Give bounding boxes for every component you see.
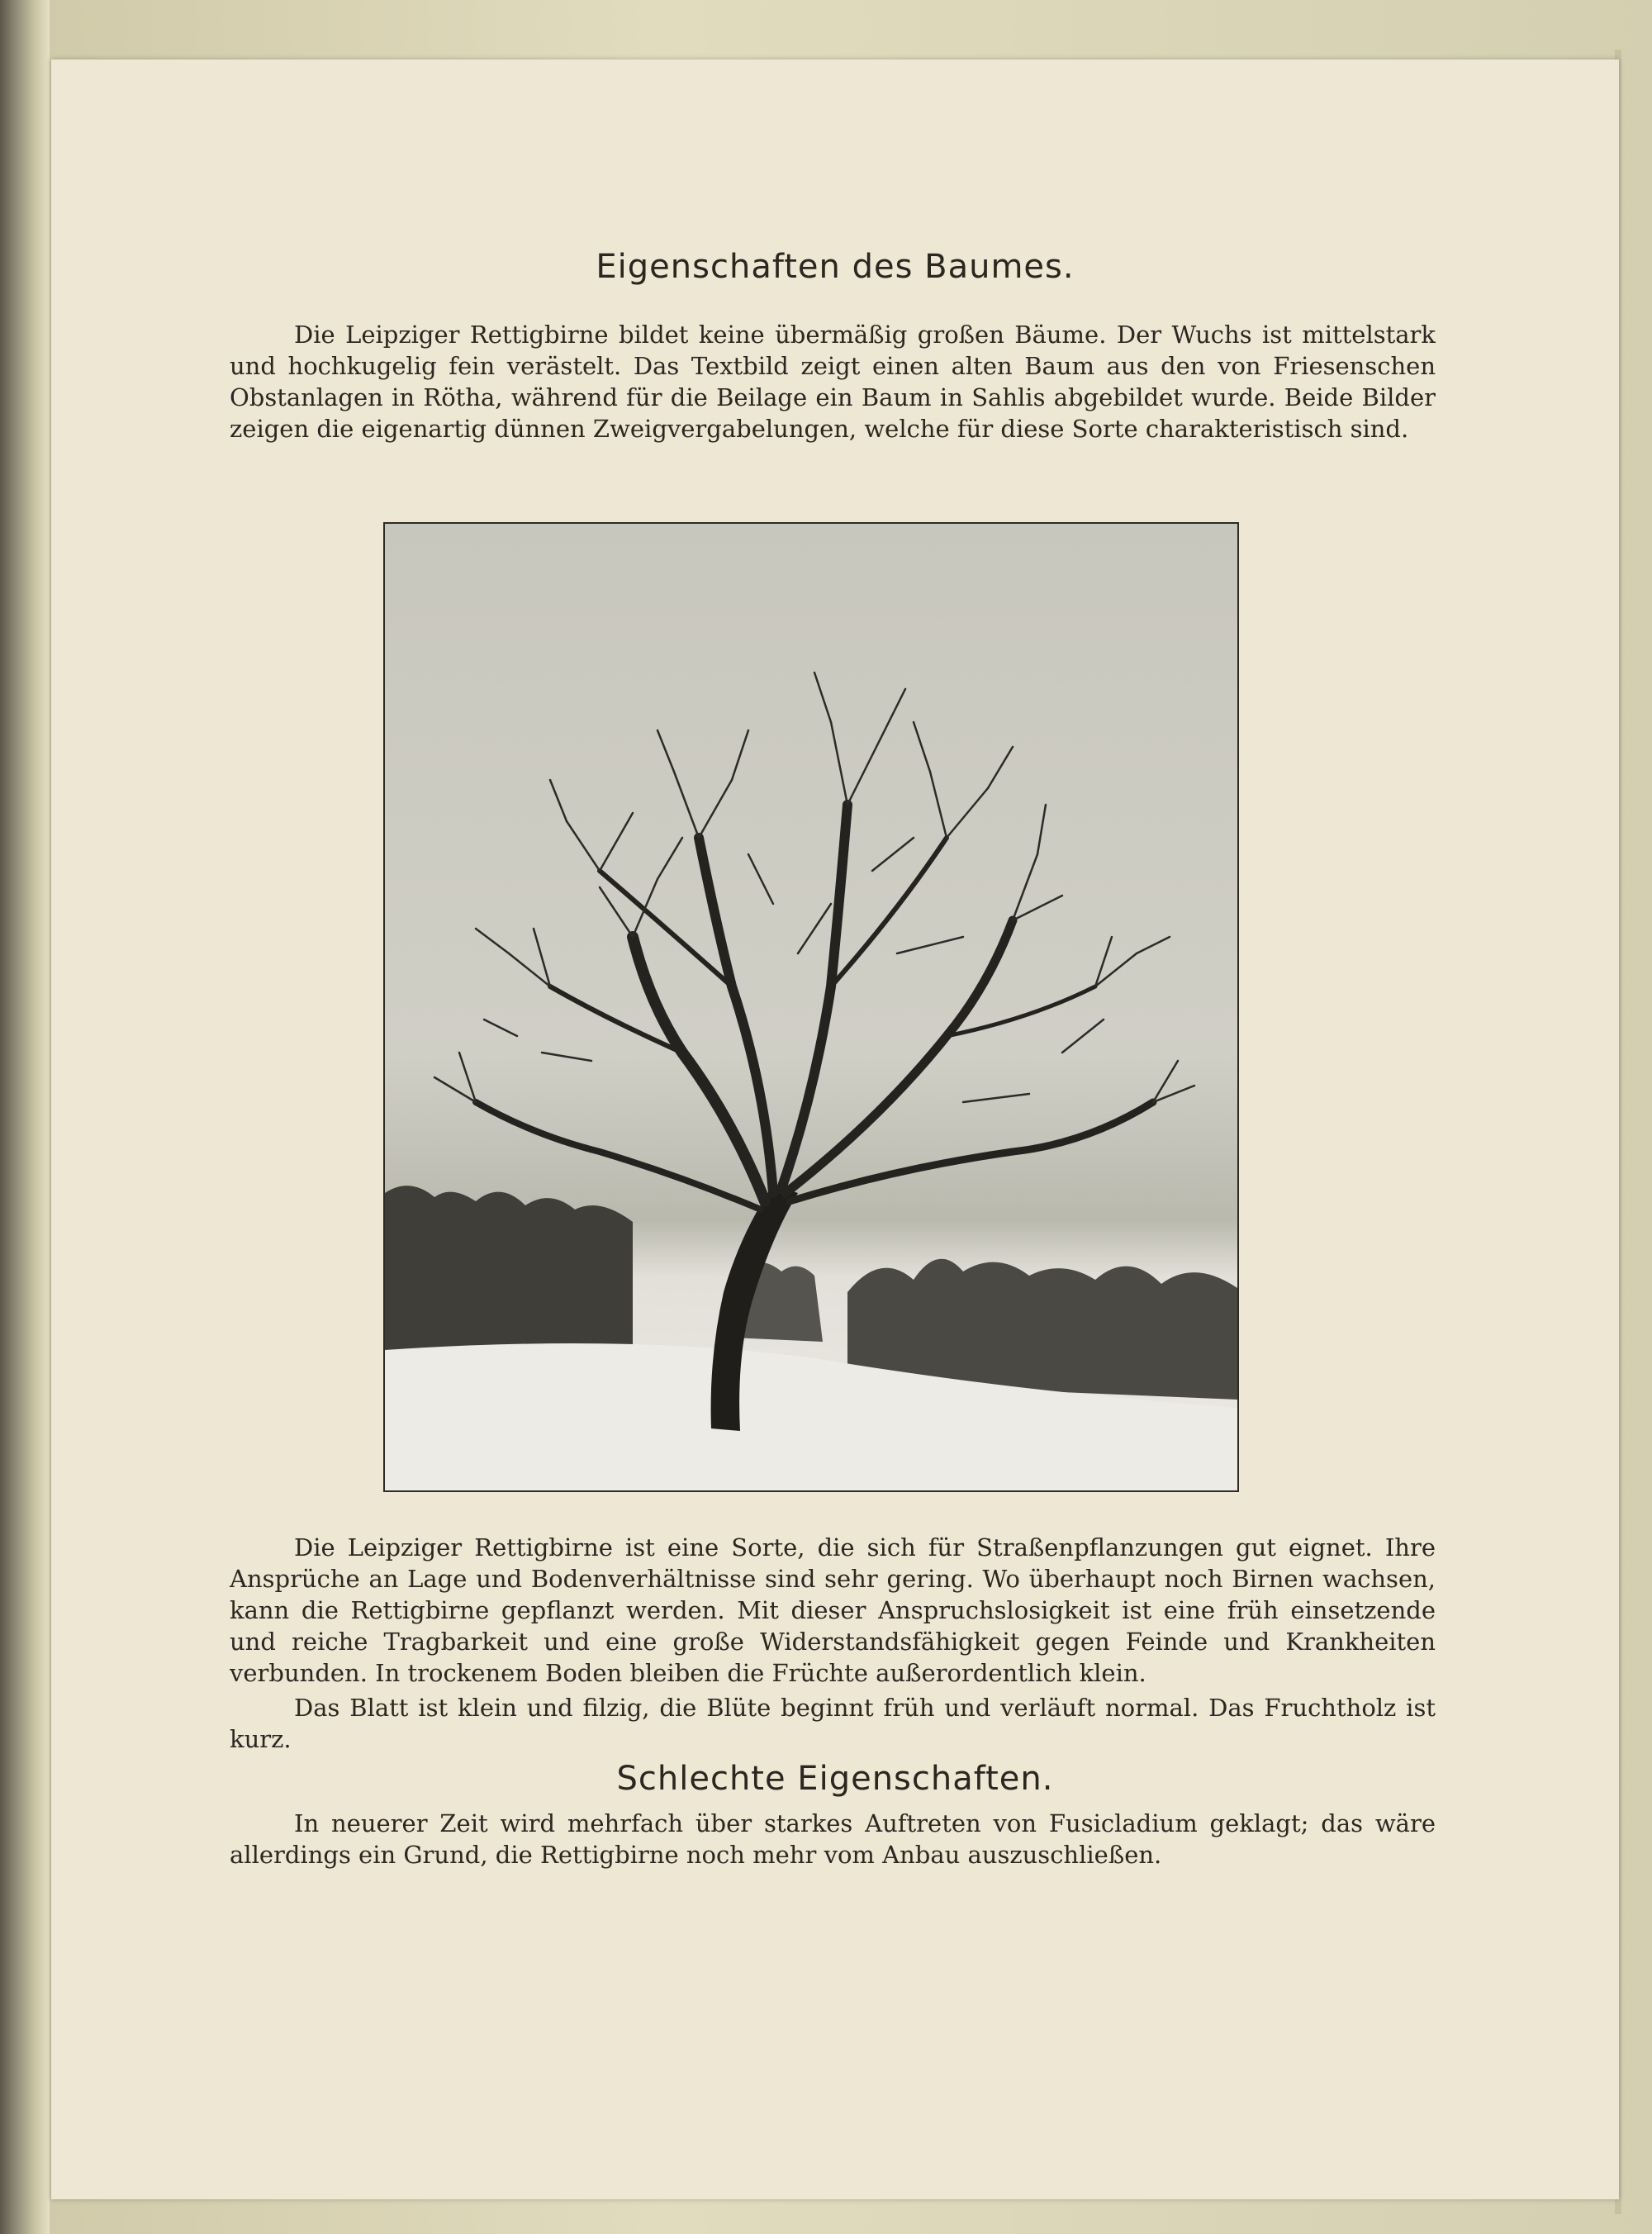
paragraph-tree-description: Die Leipziger Rettigbirne bildet keine übermäßig großen Bäume. Der Wuchs ist mittelstark und hochkugelig fein verästelt. Das Textbild zeigt einen alten Baum aus den von Friesenschen Obstanlagen in Rötha, während für die Beilage ein Baum in Sahlis abgebildet wurde. Beide Bilder zeigen die eigenartig dünnen Zweigvergabelungen, welche für diese Sorte charakteristisch sind. xyxy=(230,321,1436,443)
tree-photograph xyxy=(383,522,1239,1492)
book-page xyxy=(51,59,1619,2199)
section-heading-properties: Eigenschaften des Baumes. xyxy=(596,248,1075,286)
section-heading-bad-properties: Schlechte Eigenschaften. xyxy=(616,1760,1054,1798)
tree-illustration xyxy=(385,524,1237,1490)
paragraph-suitability: Die Leipziger Rettigbirne ist eine Sorte, die sich für Straßenpflanzungen gut eignet. Ihre Ansprüche an Lage und Bodenverhältnisse sind sehr gering. Wo überhaupt noch Birnen wachsen, kann die Rettigbirne gepflanzt werden. Mit dieser Anspruchslosigkeit ist eine früh einsetzende und reiche Tragbarkeit und eine große Widerstandsfähigkeit gegen Feinde und Krankheiten verbunden. In trockenem Boden bleiben die Früchte außerordentlich klein. xyxy=(230,1533,1436,1687)
paragraph-leaf-blossom: Das Blatt ist klein und filzig, die Blüte beginnt früh und verläuft normal. Das Fruchtholz ist kurz. xyxy=(230,1694,1436,1753)
book-binding xyxy=(0,0,50,2234)
paragraph-fusicladium: In neuerer Zeit wird mehrfach über starkes Auftreten von Fusicladium geklagt; das wäre allerdings ein Grund, die Rettigbirne noch mehr vom Anbau auszuschließen. xyxy=(230,1809,1436,1869)
